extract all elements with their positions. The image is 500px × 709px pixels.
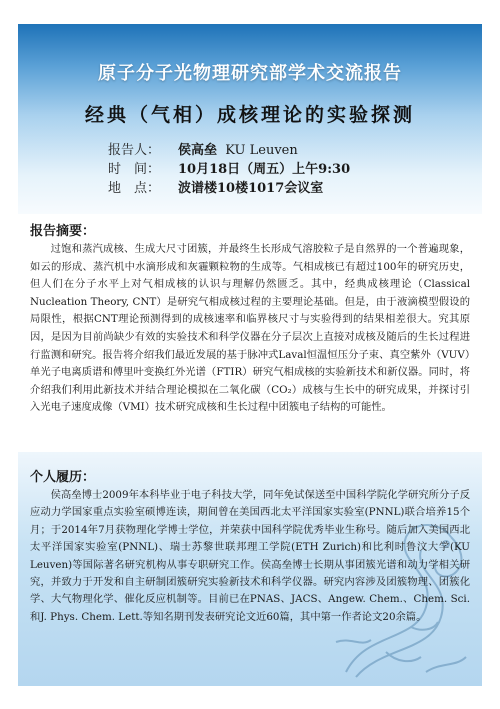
department-title: 原子分子光物理研究部学术交流报告	[98, 63, 402, 84]
bio-section	[30, 466, 470, 626]
speaker-affiliation: KU Leuven	[225, 143, 298, 158]
abstract-section	[30, 220, 470, 417]
time-value: 10月18日（周五）上午9:30	[178, 162, 351, 177]
talk-title: 经典（气相）成核理论的实验探测	[84, 104, 415, 126]
speaker-name: 侯高垒	[178, 143, 218, 158]
abstract-heading: 报告摘要：	[30, 224, 96, 239]
talk-details	[108, 141, 350, 198]
time-row	[108, 160, 350, 179]
abstract-text: 过饱和蒸汽成核、生成大尺寸团簇，并最终生长形成气溶胶粒子是自然界的一个普遍现象，如云的形成、蒸汽机中水滴形成和灰霾颗粒物的生成等。气相成核已有超过100年的研究历史，但人们在分子水平上对气相成核的认识与理解仍然匮乏。其中，经典成核理论（Classical Nucleation Theory, CNT）是研究气相成核过程的主要理论基础。但是，由于液滴模型假设的局限性，根据CNT理论预测得到的成核速率和临界核尺寸与实验得到的结果相差很大。究其原因，是因为目前尚缺少有效的实验技术和科学仪器在分子层次上直接对成核及随后的生长过程进行监测和研究。报告将介绍我们最近发展的基于脉冲式Laval恒温恒压分子束、真空紫外（VUV）单光子电离质谱和傅里叶变换红外光谱（FTIR）研究气相成核的实验新技术和新仪器。同时，将介绍我们利用此新技术并结合理论模拟在二氧化碳（CO₂）成核与生长中的研究成果，并探讨引入光电子速度成像（VMI）技术研究成核和生长过程中团簇电子结构的可能性。	[30, 243, 470, 414]
time-label: 时 间：	[108, 162, 161, 177]
speaker-label: 报告人：	[108, 143, 161, 158]
speaker-row	[108, 141, 350, 160]
bio-text: 侯高垒博士2009年本科毕业于电子科技大学，同年免试保送至中国科学院化学研究所分子反应动力学国家重点实验室硕博连读，期间曾在美国西北太平洋国家实验室(PNNL)联合培养15个月；于2014年7月获物理化学博士学位，并荣获中国科学院优秀毕业生称号。随后加入美国西北太平洋国家实验室(PNNL)、瑞士苏黎世联邦理工学院(ETH Zurich)和比利时鲁汶大学(KU Leuven)等国际著名研究机构从事专职研究工作。侯高垒博士长期从事团簇光谱和动力学相关研究，并致力于开发和自主研制团簇研究实验新技术和科学仪器。研究内容涉及团簇物理、团簇化学、大气物理化学、催化反应机制等。目前已在PNAS、JACS、Angew. Chem.、Chem. Sci.和J. Phys. Chem. Lett.等知名期刊发表研究论文近60篇，其中第一作者论文20余篇。	[30, 489, 470, 623]
place-label: 地 点：	[108, 181, 161, 196]
place-row	[108, 179, 350, 198]
bio-heading: 个人履历：	[30, 470, 96, 485]
place-value: 波谱楼10楼1017会议室	[178, 181, 324, 196]
